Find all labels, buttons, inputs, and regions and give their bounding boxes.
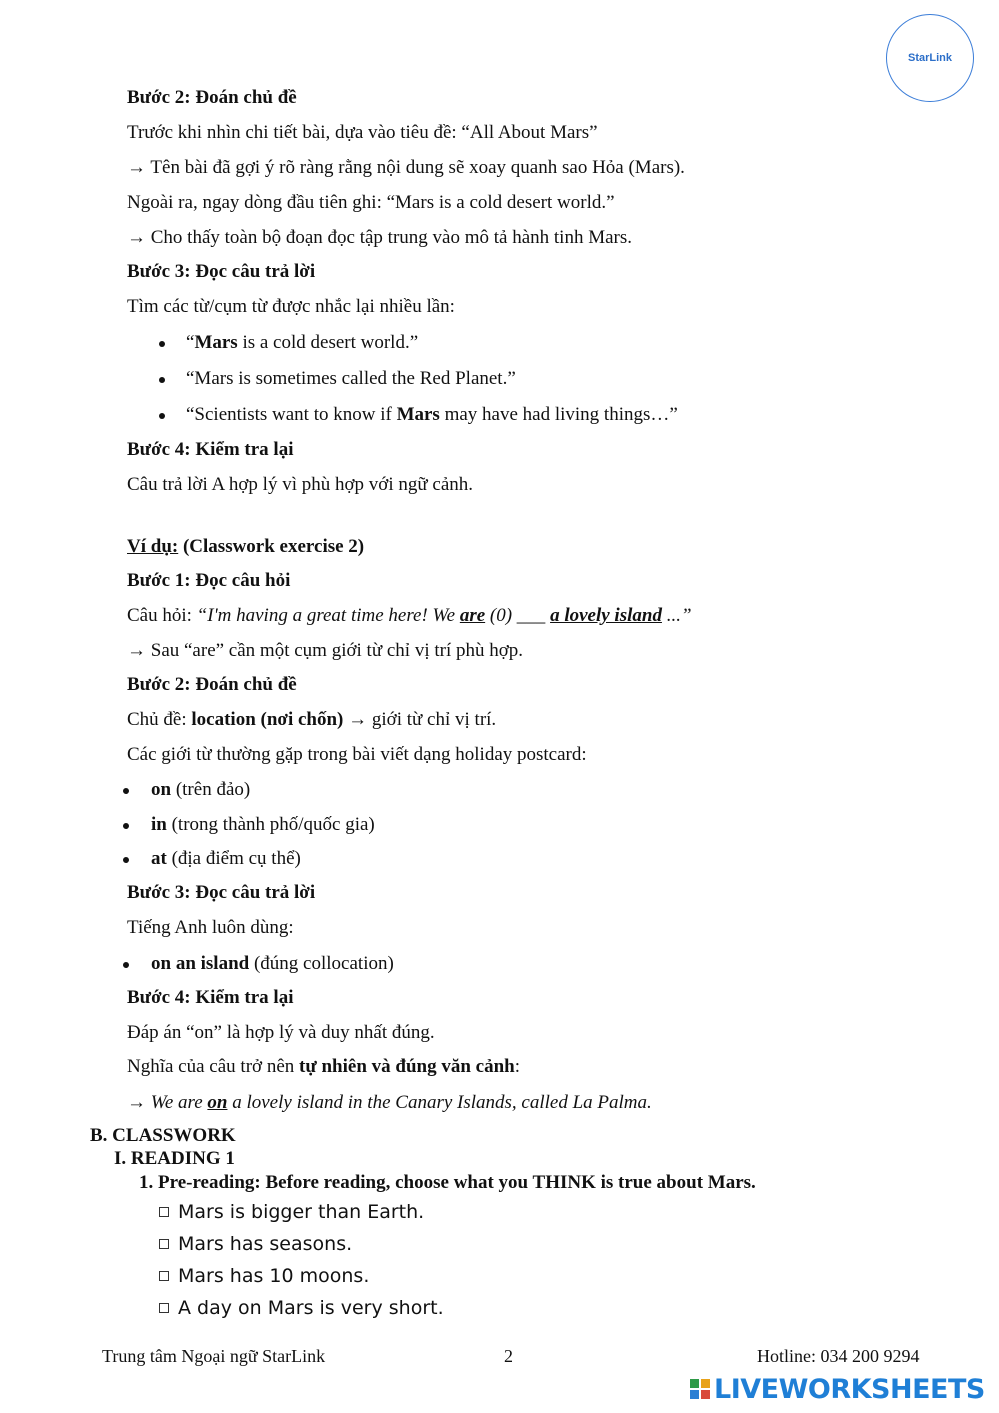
checkbox-icon[interactable] [159,1207,169,1217]
step4-line1: Câu trả lời A hợp lý vì phù hợp với ngữ cảnh. [127,474,474,495]
bullet-dot-icon [159,377,165,383]
example-heading: Ví dụ: (Classwork exercise 2) [127,536,365,557]
pre-reading-instruction: 1. Pre-reading: Before reading, choose what you THINK is true about Mars. [139,1172,756,1193]
example-step3-title: Bước 3: Đọc câu trả lời [127,882,316,903]
option-checkbox[interactable] [159,1295,444,1321]
liveworksheets-wordmark: LIVEWORKSHEETS [714,1373,985,1405]
step3-title: Bước 3: Đọc câu trả lời [127,261,316,282]
step2-line1: Trước khi nhìn chi tiết bài, dựa vào tiêu đề: “All About Mars” [127,122,598,143]
example-step2-title: Bước 2: Đoán chủ đề [127,674,297,695]
final-sentence: → We are on a lovely island in the Canary Islands, called La Palma. [127,1092,652,1113]
option-label: Mars is bigger than Earth. [178,1201,425,1223]
option-checkbox[interactable] [159,1263,369,1289]
option-checkbox[interactable] [159,1199,424,1225]
bullet-dot-icon [159,341,165,347]
example-line5: Tiếng Anh luôn dùng: [127,917,294,938]
liveworksheets-icon [690,1379,710,1399]
section-b-title: B. CLASSWORK [90,1125,236,1146]
option-label: A day on Mars is very short. [178,1297,444,1319]
footer-hotline: Hotline: 034 200 9294 [757,1346,920,1366]
footer-center-name: Trung tâm Ngoại ngữ StarLink [102,1346,326,1366]
option-label: Mars has seasons. [178,1233,353,1255]
bullet-dot-icon [123,823,129,829]
preposition-item: on (trên đảo) [151,778,250,802]
bullet-item: “Mars is sometimes called the Red Planet.” [186,367,516,391]
liveworksheets-logo [690,1374,985,1404]
bullet-item: “Scientists want to know if Mars may have had living things…” [186,403,678,427]
bullet-dot-icon [123,788,129,794]
step2-line3: Ngoài ra, ngay dòng đầu tiên ghi: “Mars is a cold desert world.” [127,192,615,213]
bullet-dot-icon [123,962,129,968]
footer-page-number: 2 [504,1346,513,1366]
example-line6: Đáp án “on” là hợp lý và duy nhất đúng. [127,1022,435,1043]
topic-line: Chủ đề: location (nơi chốn) → giới từ chỉ vị trí. [127,709,497,730]
checkbox-icon[interactable] [159,1239,169,1249]
step3-line1: Tìm các từ/cụm từ được nhắc lại nhiều lần: [127,296,455,317]
natural-line: Nghĩa của câu trở nên tự nhiên và đúng văn cảnh: [127,1056,521,1077]
option-checkbox[interactable] [159,1231,352,1257]
bullet-item: “Mars is a cold desert world.” [186,331,418,355]
checkbox-icon[interactable] [159,1271,169,1281]
reading-title: I. READING 1 [114,1148,235,1169]
bullet-dot-icon [159,413,165,419]
starlink-logo: StarLink [886,14,974,102]
preposition-item: in (trong thành phố/quốc gia) [151,813,375,837]
option-label: Mars has 10 moons. [178,1265,370,1287]
example-step1-title: Bước 1: Đọc câu hỏi [127,570,291,591]
example-step4-title: Bước 4: Kiểm tra lại [127,987,294,1008]
bullet-dot-icon [123,857,129,863]
step2-title: Bước 2: Đoán chủ đề [127,87,297,108]
question-line: Câu hỏi: “I'm having a great time here! We are (0) ___ a lovely island ...” [127,605,692,626]
example-line2: → Sau “are” cần một cụm giới từ chỉ vị trí phù hợp. [127,640,524,661]
example-line4: Các giới từ thường gặp trong bài viết dạng holiday postcard: [127,744,587,765]
preposition-item: at (địa điểm cụ thể) [151,847,301,871]
checkbox-icon[interactable] [159,1303,169,1313]
step2-line4: → Cho thấy toàn bộ đoạn đọc tập trung vào mô tả hành tinh Mars. [127,227,632,248]
preposition-item: on an island (đúng collocation) [151,952,394,976]
step4-title: Bước 4: Kiểm tra lại [127,439,294,460]
step2-line2: → Tên bài đã gợi ý rõ ràng rằng nội dung sẽ xoay quanh sao Hỏa (Mars). [127,157,685,178]
